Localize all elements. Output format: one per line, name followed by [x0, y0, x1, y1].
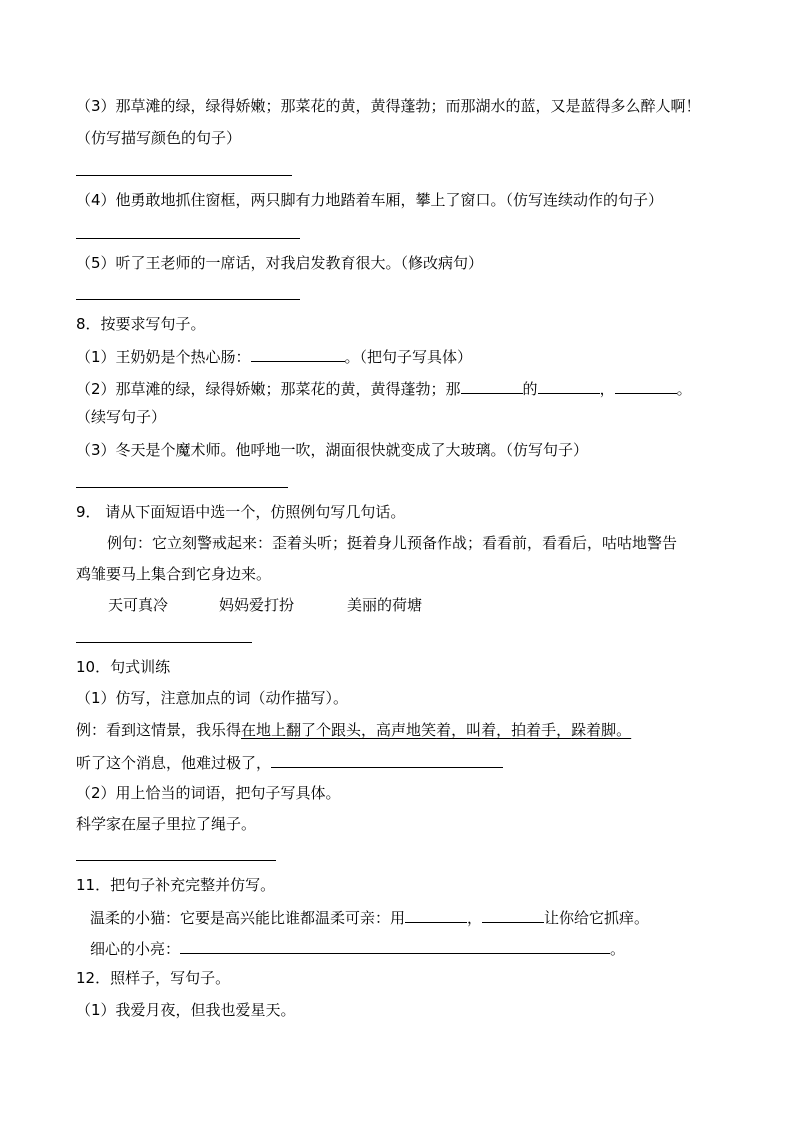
- q8-item2: [76, 377, 692, 399]
- q9-answer-line[interactable]: [76, 642, 252, 643]
- q11-line1-prefix: 温柔的小猫：它要是高兴能比谁都温柔可亲：用: [90, 909, 406, 927]
- q8-item1-suffix: 。（把句子写具体）: [344, 348, 473, 366]
- q11-title: 11．把句子补充完整并仿写。: [76, 876, 276, 894]
- q10-item2-answer-line[interactable]: [76, 860, 276, 861]
- q7-item3-instruction: （仿写描写颜色的句子）: [76, 129, 242, 147]
- q8-item2-blank-3[interactable]: [615, 377, 677, 394]
- q8-item2-period: 。: [676, 380, 692, 398]
- q8-item3-answer-line[interactable]: [76, 487, 288, 488]
- q10-example-segment: 在地上: [241, 721, 287, 739]
- q8-item1-blank[interactable]: [251, 345, 345, 362]
- q8-item1: [76, 345, 472, 367]
- q12-item1-text: （1）我爱月夜，但我也爱星天。: [76, 1001, 296, 1019]
- q10-practice-blank[interactable]: [271, 751, 503, 768]
- q10-example-dotted-word: 翻: [286, 721, 302, 739]
- q8-item3-text: （3）冬天是个魔术师。他呼地一吹，湖面很快就变成了大玻璃。（仿写句子）: [76, 441, 589, 459]
- q10-example-segment: 着手，: [526, 721, 572, 739]
- q11-line2-suffix: 。: [610, 940, 626, 958]
- q11-line1-suffix: 让你给它抓痒。: [544, 909, 650, 927]
- q10-example-segment: 着脚。: [586, 721, 632, 739]
- q10-example-segment: 着，: [436, 721, 467, 739]
- q11-line2-blank[interactable]: [180, 937, 610, 954]
- q10-example-underlined: [241, 721, 631, 739]
- q10-example-label: 例：看到这情景，我乐得: [76, 721, 242, 739]
- q12-title: 12．照样子，写句子。: [76, 969, 231, 987]
- q8-item2-de: 的: [522, 380, 538, 398]
- q10-item1-text: （1）仿写，注意加点的词（动作描写）。: [76, 689, 349, 707]
- q8-item2-prefix: （2）那草滩的绿，绿得娇嫩；那菜花的黄，黄得蓬勃；那: [76, 380, 461, 398]
- q10-example-dotted-word: 跺: [571, 721, 587, 739]
- q10-example-dotted-word: 笑: [421, 721, 437, 739]
- q9-example-line-2: 鸡雏要马上集合到它身边来。: [76, 565, 272, 583]
- q10-practice: [76, 751, 503, 773]
- q10-example-dotted-word: 拍: [511, 721, 527, 739]
- q11-line-1: [90, 906, 649, 928]
- q10-example-segment: 了个跟头，高声地: [301, 721, 422, 739]
- q7-item4-answer-line[interactable]: [76, 238, 300, 239]
- q9-title: 9． 请从下面短语中选一个，仿照例句写几句话。: [76, 503, 406, 521]
- q8-item2-instruction: （续写句子）: [76, 408, 167, 426]
- q10-example-segment: 着，: [481, 721, 512, 739]
- q11-line1-blank-1[interactable]: [405, 906, 467, 923]
- q9-option-2: 妈妈爱打扮: [219, 596, 295, 614]
- q10-practice-prefix: 听了这个消息，他难过极了，: [76, 754, 272, 772]
- q10-item2-text: （2）用上恰当的词语，把句子写具体。: [76, 784, 341, 802]
- q7-item3-text: （3）那草滩的绿，绿得娇嫩；那菜花的黄，黄得蓬勃；而那湖水的蓝，又是蓝得多么醉人啊！: [76, 97, 701, 115]
- q8-title: 8．按要求写句子。: [76, 315, 206, 333]
- q8-item2-blank-2[interactable]: [538, 377, 600, 394]
- q8-item2-blank-1[interactable]: [461, 377, 523, 394]
- q7-item3-answer-line[interactable]: [76, 175, 292, 176]
- q9-option-1: 天可真冷: [108, 596, 169, 614]
- q9-example-line-1: 例句：它立刻警戒起来：歪着头听；挺着身儿预备作战；看看前，看看后，咕咕地警告: [107, 534, 678, 552]
- q8-item1-prefix: （1）王奶奶是个热心肠：: [76, 348, 251, 366]
- q7-item5-text: （5）听了王老师的一席话，对我启发教育很大。（修改病句）: [76, 254, 484, 272]
- q7-item4-text: （4）他勇敢地抓住窗框，两只脚有力地踏着车厢，攀上了窗口。（仿写连续动作的句子）: [76, 191, 664, 209]
- q9-option-3: 美丽的荷塘: [347, 596, 423, 614]
- q7-item5-answer-line[interactable]: [76, 299, 300, 300]
- q10-item2-sentence: 科学家在屋子里拉了绳子。: [76, 815, 257, 833]
- q10-title: 10．句式训练: [76, 658, 171, 676]
- q8-item2-comma-1: ，: [599, 380, 615, 398]
- q11-line1-blank-2[interactable]: [482, 906, 544, 923]
- q11-line1-comma: ，: [467, 909, 483, 927]
- q11-line2-prefix: 细心的小亮：: [90, 940, 181, 958]
- q10-example: [76, 720, 631, 740]
- q10-example-dotted-word: 叫: [466, 721, 482, 739]
- q11-line-2: [90, 937, 625, 959]
